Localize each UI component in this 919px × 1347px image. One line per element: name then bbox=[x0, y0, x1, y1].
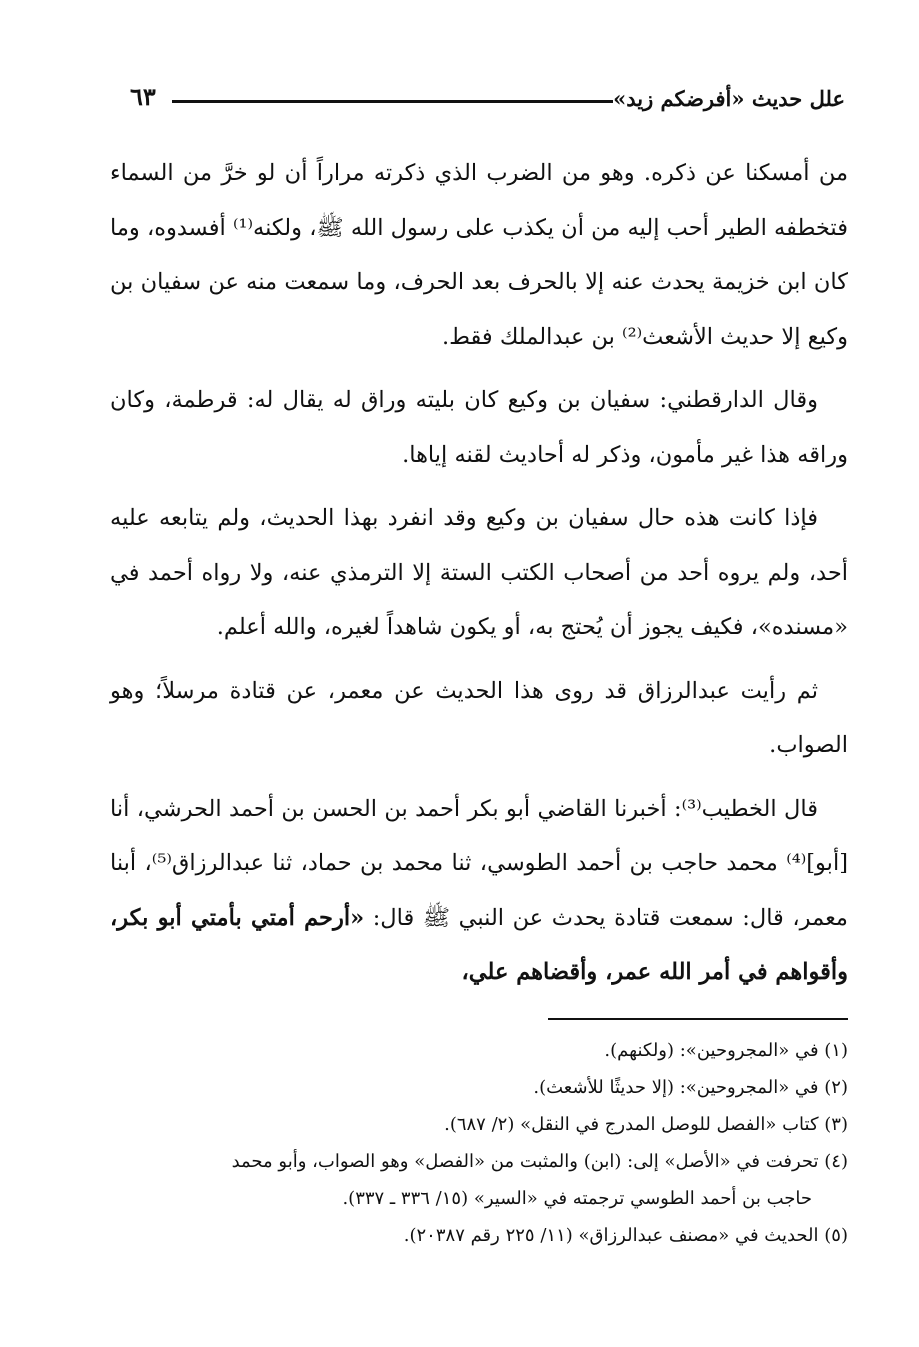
paragraph-1: من أمسكنا عن ذكره. وهو من الضرب الذي ذكرته مراراً أن لو خرَّ من السماء فتخطفه الطير أحب إليه من أن يكذب على رسول الله ﷺ، ولكنه⁽¹⁾ أفسدوه، وما كان ابن خزيمة يحدث عنه إلا بالحرف بعد الحرف، وما سمعت منه عن سفيان بن وكيع إلا حديث الأشعث⁽²⁾ بن عبدالملك فقط. bbox=[110, 160, 848, 350]
paragraph-3: فإذا كانت هذه حال سفيان بن وكيع وقد انفرد بهذا الحديث، ولم يتابعه عليه أحد، ولم يروه أحد من أصحاب الكتب الستة إلا الترمذي عنه، ولا رواه أحمد في «مسنده»، فكيف يجوز أن يُحتج به، أو يكون شاهداً لغيره، والله أعلم. bbox=[110, 505, 848, 640]
footnote-separator bbox=[548, 1018, 848, 1020]
running-title: علل حديث «أفرضكم زيد» bbox=[613, 86, 845, 111]
footnote-1: (١) في «المجروحين»: (ولكنهم). bbox=[604, 1040, 848, 1061]
paragraph-5-text: قال الخطيب⁽³⁾: أخبرنا القاضي أبو بكر أحمد بن الحسن بن أحمد الحرشي، أنا [أبو]⁽⁴⁾ محمد حاجب بن أحمد الطوسي، ثنا محمد بن حماد، ثنا عبدالرزاق⁽⁵⁾، أبنا معمر، قال: سمعت قتادة يحدث عن النبي ﷺ bbox=[110, 795, 848, 931]
paragraph-5 bbox=[110, 782, 848, 1000]
footnotes bbox=[106, 1032, 848, 1254]
footnote-5: (٥) الحديث في «مصنف عبدالرزاق» (١١/ ٢٢٥ رقم ٢٠٣٨٧). bbox=[403, 1225, 848, 1246]
hadith-text: «أرحم أمتي بأمتي أبو بكر، وأقواهم في أمر الله عمر، وأقضاهم علي، bbox=[110, 904, 848, 985]
footnote-3: (٣) كتاب «الفصل للوصل المدرج في النقل» (٢/ ٦٨٧). bbox=[444, 1114, 848, 1135]
footnote-4-line-1: (٤) تحرفت في «الأصل» إلى: (ابن) والمثبت من «الفصل» وهو الصواب، وأبو محمد bbox=[231, 1151, 848, 1172]
main-text bbox=[110, 146, 848, 1009]
footnote-2: (٢) في «المجروحين»: (إلا حديثًا للأشعث). bbox=[533, 1077, 848, 1098]
paragraph-2: وقال الدارقطني: سفيان بن وكيع كان بليته وراق له يقال له: قرطمة، وكان وراقه هذا غير مأمون، وذكر له أحاديث لقنه إياها. bbox=[110, 387, 848, 468]
header-rule bbox=[172, 100, 613, 103]
paragraph-4: ثم رأيت عبدالرزاق قد روى هذا الحديث عن معمر، عن قتادة مرسلاً؛ وهو الصواب. bbox=[110, 677, 848, 758]
page-number: ٦٣ bbox=[130, 82, 156, 111]
page-header bbox=[110, 80, 845, 120]
hadith-lead: قال: bbox=[364, 904, 415, 931]
footnote-4-line-2: حاجب بن أحمد الطوسي ترجمته في «السير» (١٥/ ٣٣٦ ـ ٣٣٧). bbox=[342, 1188, 812, 1209]
